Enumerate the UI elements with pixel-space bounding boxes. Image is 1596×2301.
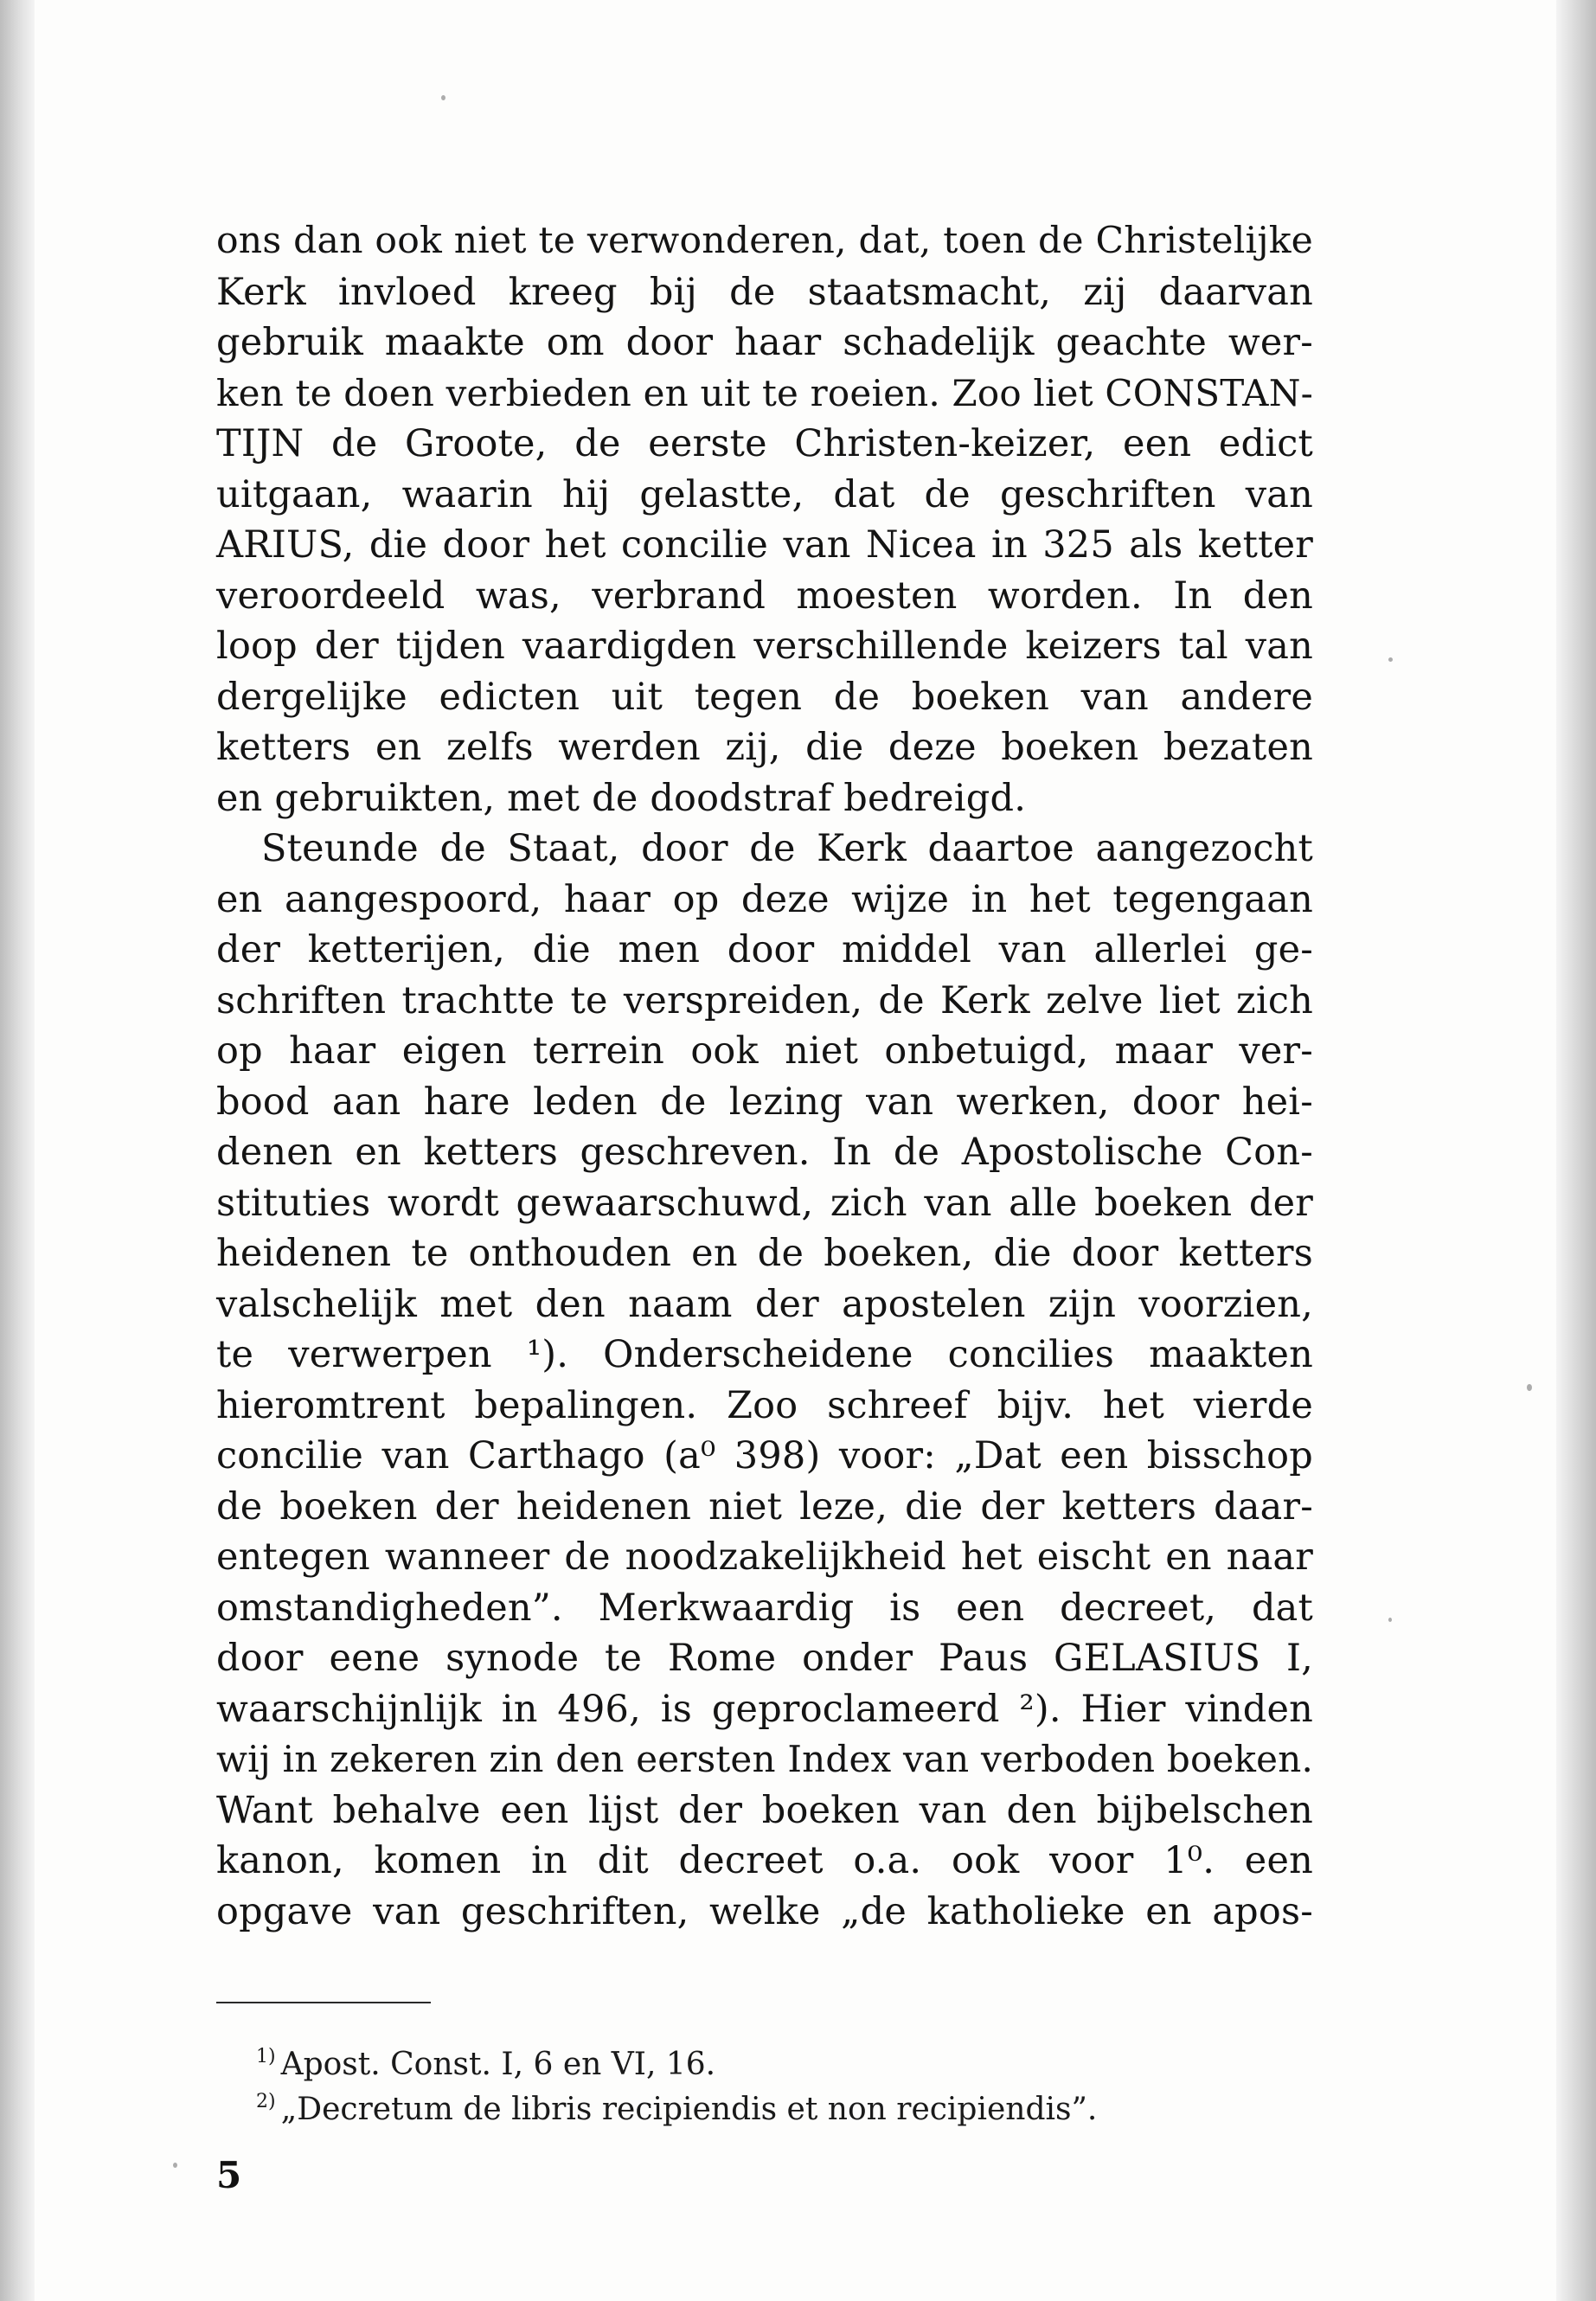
text-line: heidenen te onthouden en de boeken, die door ketters bbox=[216, 1232, 1313, 1275]
body-text bbox=[216, 216, 1313, 1937]
footnote-marker: 1) bbox=[256, 2046, 276, 2067]
paper-speck bbox=[1527, 1384, 1532, 1391]
text-line: de boeken der heidenen niet leze, die der ketters daar- bbox=[216, 1484, 1313, 1529]
text-line: dergelijke edicten uit tegen de boeken van andere bbox=[216, 675, 1313, 719]
footnote-rule bbox=[216, 2002, 431, 2003]
text-line: Steunde de Staat, door de Kerk daartoe aangezocht bbox=[261, 827, 1313, 870]
text-line: ken te doen verbieden en uit te roeien. Zoo liet CONSTAN- bbox=[216, 371, 1314, 414]
text-line: ARIUS, die door het concilie van Nicea in 325 als ketter bbox=[216, 523, 1313, 567]
footnote-text: „Decretum de libris recipiendis et non recipiendis”. bbox=[280, 2092, 1098, 2127]
footnote-1 bbox=[256, 2035, 1208, 2080]
text-line: ons dan ook niet te verwonderen, dat, toen de Christelijke bbox=[216, 220, 1313, 262]
text-line: der ketterijen, die men door middel van allerlei ge- bbox=[216, 928, 1313, 971]
scan-edge-left bbox=[0, 0, 35, 2301]
text-line: wij in zekeren zin den eersten Index van verboden boeken. bbox=[216, 1738, 1313, 1780]
text-line: op haar eigen terrein ook niet onbetuigd, maar ver- bbox=[216, 1029, 1313, 1073]
text-line: gebruik maakte om door haar schadelijk geachte wer- bbox=[216, 321, 1313, 364]
text-line: entegen wanneer de noodzakelijkheid het eischt en naar bbox=[216, 1535, 1313, 1579]
footnotes bbox=[256, 2035, 1208, 2125]
text-line: concilie van Carthago (a⁰ 398) voor: „Dat een bisschop bbox=[216, 1434, 1313, 1477]
text-line: ketters en zelfs werden zij, die deze boeken bezaten bbox=[216, 726, 1313, 769]
text-line: TIJN de Groote, de eerste Christen-keizer, een edict bbox=[216, 422, 1313, 465]
page-number: 5 bbox=[216, 2154, 242, 2196]
text-line: loop der tijden vaardigden verschillende keizers tal van bbox=[216, 625, 1313, 668]
paper-speck bbox=[1388, 657, 1393, 662]
text-line: bood aan hare leden de lezing van werken, door hei- bbox=[216, 1080, 1313, 1124]
text-line: en aangespoord, haar op deze wijze in het tegengaan bbox=[216, 877, 1313, 921]
text-line: door eene synode te Rome onder Paus GELASIUS I, bbox=[216, 1637, 1313, 1680]
text-line: schriften trachtte te verspreiden, de Kerk zelve liet zich bbox=[216, 978, 1313, 1022]
footnote-text: Apost. Const. I, 6 en VI, 16. bbox=[280, 2047, 716, 2082]
text-line: opgave van geschriften, welke „de katholieke en apos- bbox=[216, 1889, 1313, 1933]
paper-speck bbox=[441, 95, 445, 100]
text-line: hieromtrent bepalingen. Zoo schreef bijv. het vierde bbox=[216, 1383, 1313, 1427]
footnote-marker: 2) bbox=[256, 2091, 276, 2112]
text-line: kanon, komen in dit decreet o.a. ook voor 1⁰. een bbox=[216, 1839, 1313, 1882]
paper-speck bbox=[173, 2163, 177, 2168]
text-line: en gebruikten, met de doodstraf bedreigd. bbox=[216, 776, 1027, 820]
text-line: uitgaan, waarin hij gelastte, dat de geschriften van bbox=[216, 472, 1313, 516]
text-line: denen en ketters geschreven. In de Apostolische Con- bbox=[216, 1131, 1313, 1174]
paper-speck bbox=[1388, 1618, 1392, 1622]
text-line: veroordeeld was, verbrand moesten worden. In den bbox=[216, 574, 1313, 618]
text-line: valschelijk met den naam der apostelen zijn voorzien, bbox=[216, 1282, 1313, 1326]
text-line: Kerk invloed kreeg bij de staatsmacht, zij daarvan bbox=[216, 270, 1313, 314]
footnote-2 bbox=[256, 2080, 1208, 2125]
text-line: te verwerpen ¹). Onderscheidene concilies maakten bbox=[216, 1333, 1313, 1376]
text-line: omstandigheden”. Merkwaardig is een decreet, dat bbox=[216, 1586, 1313, 1630]
text-line: Want behalve een lijst der boeken van den bijbelschen bbox=[216, 1788, 1313, 1832]
text-line: stituties wordt gewaarschuwd, zich van alle boeken der bbox=[216, 1181, 1313, 1225]
scan-edge-right bbox=[1556, 0, 1596, 2301]
text-line: waarschijnlijk in 496, is geproclameerd ²). Hier vinden bbox=[216, 1687, 1313, 1731]
